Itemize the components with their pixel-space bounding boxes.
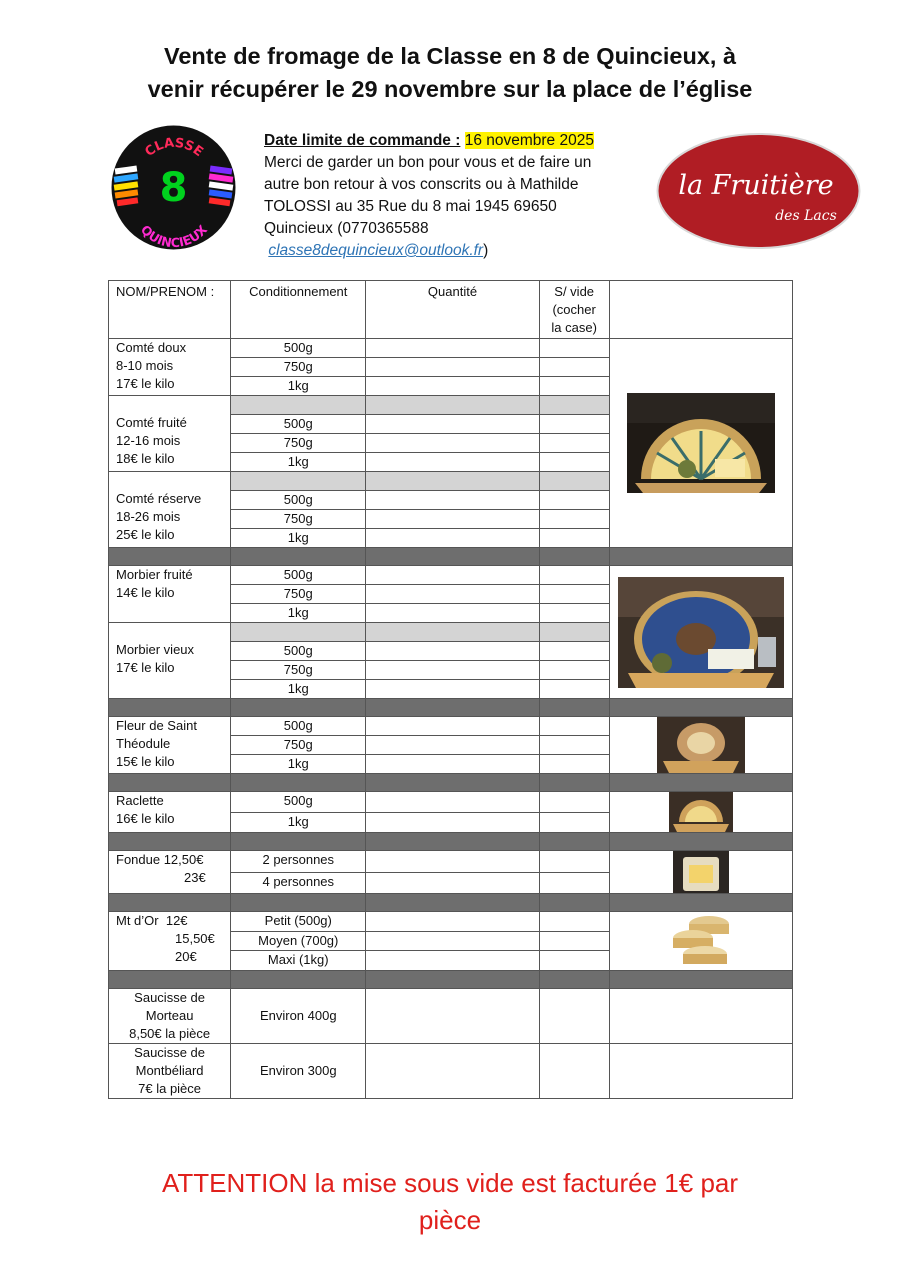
packaging-cell: 500g [231,642,366,661]
packaging-cell: 750g [231,358,366,377]
morteau-name-2: Morteau [145,1008,194,1023]
quantity-input[interactable] [366,358,539,377]
montbeliard-name-2: Montbéliard [135,1063,204,1078]
quantity-input[interactable] [366,812,539,833]
mtdor-image-cell [609,912,792,971]
quantity-input[interactable] [366,566,539,585]
vacuum-checkbox[interactable] [539,339,609,358]
montbeliard-name-1: Saucisse de [134,1045,205,1060]
morbier-cheese-image [618,577,784,688]
quantity-input[interactable] [366,377,539,396]
vacuum-checkbox[interactable] [539,415,609,434]
packaging-cell: 500g [231,717,366,736]
section-separator [109,774,793,792]
packaging-cell: Maxi (1kg) [231,951,366,971]
fruitiere-logo [656,132,861,250]
table-row [109,851,793,873]
packaging-cell: 750g [231,736,366,755]
header-name: NOM/PRENOM : [109,281,231,339]
quantity-input[interactable] [366,736,539,755]
comte-image-cell [609,339,792,548]
title-line-2: venir récupérer le 29 novembre sur la place de l’église [147,76,753,102]
vacuum-checkbox[interactable] [539,872,609,894]
packaging-cell: 500g [231,566,366,585]
morteau-name-1: Saucisse de [134,990,205,1005]
mtdor-price-moyen: 15,50€ [175,931,215,946]
packaging-cell: 1kg [231,604,366,623]
quantity-input[interactable] [366,339,539,358]
comte-fruite-age: 12-16 mois [116,433,181,448]
logo-bottom-text: QUINCIEUX [137,221,211,250]
packaging-cell: 2 personnes [231,851,366,873]
quantity-input[interactable] [366,453,539,472]
vacuum-checkbox[interactable] [539,661,609,680]
image-cell-empty [609,1044,792,1099]
packaging-cell: 750g [231,510,366,529]
vacuum-checkbox[interactable] [539,529,609,548]
packaging-cell: Environ 300g [231,1044,366,1099]
packaging-cell: 1kg [231,453,366,472]
quantity-input[interactable] [366,717,539,736]
packaging-cell: 1kg [231,377,366,396]
comte-doux-name: Comté doux [116,340,187,355]
fleur-name-2: Théodule [116,736,171,751]
grey-spacer [231,396,366,415]
vacuum-checkbox[interactable] [539,717,609,736]
logo-number: 8 [159,165,188,211]
vacuum-checkbox[interactable] [539,755,609,774]
table-row [109,566,793,585]
section-separator [109,833,793,851]
vacuum-checkbox[interactable] [539,680,609,699]
raclette-name: Raclette [116,793,164,808]
packaging-cell: 1kg [231,680,366,699]
packaging-cell: Moyen (700g) [231,931,366,951]
table-header-row [109,281,793,339]
comte-doux-age: 8-10 mois [116,358,174,373]
grey-spacer [231,472,366,491]
quantity-input[interactable] [366,872,539,894]
order-info [264,130,644,262]
section-separator [109,971,793,989]
fruitiere-line-1: la Fruitière [678,170,834,201]
raclette-price: 16€ le kilo [116,811,175,826]
comte-cheese-image [627,393,775,493]
quantity-input[interactable] [366,585,539,604]
image-cell-empty [609,989,792,1044]
vacuum-checkbox[interactable] [539,736,609,755]
grey-spacer [366,472,539,491]
comte-doux-price: 17€ le kilo [116,376,175,391]
morbier-fruite-name: Morbier fruité [116,567,193,582]
comte-reserve-label [109,472,231,548]
vacuum-checkbox[interactable] [539,510,609,529]
quantity-input[interactable] [366,989,539,1044]
header-vacuum-3: la case) [551,320,597,335]
section-separator [109,699,793,717]
mtdor-price-maxi: 20€ [175,949,197,964]
morbier-vieux-price: 17€ le kilo [116,660,175,675]
table-row [109,989,793,1044]
vacuum-checkbox[interactable] [539,792,609,813]
quantity-input[interactable] [366,851,539,873]
raclette-cheese-image [669,792,733,832]
vacuum-checkbox[interactable] [539,989,609,1044]
packaging-cell: 750g [231,434,366,453]
table-row [109,717,793,736]
section-separator [109,548,793,566]
header-packaging: Conditionnement [231,281,366,339]
info-line-3: TOLOSSI au 35 Rue du 8 mai 1945 69650 [264,198,557,215]
vacuum-checkbox[interactable] [539,951,609,971]
grey-spacer [366,623,539,642]
vacuum-checkbox[interactable] [539,851,609,873]
section-separator [109,894,793,912]
quantity-input[interactable] [366,415,539,434]
vacuum-checkbox[interactable] [539,434,609,453]
grey-spacer [366,396,539,415]
fleur-name-1: Fleur de Saint [116,718,197,733]
vacuum-checkbox[interactable] [539,377,609,396]
title-line-1: Vente de fromage de la Classe en 8 de Quincieux, à [163,43,737,69]
info-line-2: autre bon retour à vos conscrits ou à Mathilde [264,176,579,193]
quantity-input[interactable] [366,931,539,951]
morbier-vieux-label [109,623,231,699]
email-link[interactable]: classe8dequincieux@outlook.fr [268,242,484,259]
deadline-label: Date limite de commande : [264,132,461,149]
raclette-image-cell [609,792,792,833]
quantity-input[interactable] [366,1044,539,1099]
fondue-pack-image [673,851,729,893]
quantity-input[interactable] [366,510,539,529]
quantity-input[interactable] [366,755,539,774]
logo-top-text: CLASSE [142,135,206,160]
quantity-input[interactable] [366,680,539,699]
comte-fruite-price: 18€ le kilo [116,451,175,466]
comte-reserve-age: 18-26 mois [116,509,181,524]
order-table [108,280,793,1099]
quantity-input[interactable] [366,792,539,813]
table-row [109,912,793,932]
morbier-fruite-label [109,566,231,623]
morteau-label [109,989,231,1044]
fondue-image-cell [609,851,792,894]
quantity-input[interactable] [366,434,539,453]
morteau-price: 8,50€ la pièce [129,1026,211,1041]
mtdor-label [109,912,231,971]
packaging-cell: 4 personnes [231,872,366,894]
table-row [109,792,793,813]
montbeliard-label [109,1044,231,1099]
header-image [609,281,792,339]
raclette-label [109,792,231,833]
quantity-input[interactable] [366,529,539,548]
mtdor-cheese-image [671,912,731,970]
table-row [109,1044,793,1099]
packaging-cell: 500g [231,415,366,434]
quantity-input[interactable] [366,604,539,623]
packaging-cell: 750g [231,585,366,604]
packaging-cell: 500g [231,792,366,813]
vacuum-checkbox[interactable] [539,1044,609,1099]
page-title [40,40,860,106]
comte-doux-label [109,339,231,396]
attention-line-1: ATTENTION la mise sous vide est facturée 1€ par [161,1168,739,1198]
quantity-input[interactable] [366,491,539,510]
header-vacuum-2: (cocher [552,302,596,317]
packaging-cell: 1kg [231,529,366,548]
classe8-logo [110,125,237,250]
vacuum-checkbox[interactable] [539,642,609,661]
attention-notice [40,1165,860,1239]
fleur-label [109,717,231,774]
packaging-cell: 500g [231,491,366,510]
fleur-image-cell [609,717,792,774]
header-quantity: Quantité [366,281,539,339]
grey-spacer [539,623,609,642]
comte-fruite-label [109,396,231,472]
grey-spacer [539,396,609,415]
packaging-cell: 1kg [231,812,366,833]
fleur-price: 15€ le kilo [116,754,175,769]
vacuum-checkbox[interactable] [539,566,609,585]
quantity-input[interactable] [366,912,539,932]
comte-reserve-price: 25€ le kilo [116,527,175,542]
vacuum-checkbox[interactable] [539,912,609,932]
mtdor-price-petit: Mt d’Or 12€ [116,913,188,928]
vacuum-checkbox[interactable] [539,585,609,604]
packaging-cell: Environ 400g [231,989,366,1044]
attention-line-2: pièce [418,1205,482,1235]
montbeliard-price: 7€ la pièce [138,1081,202,1096]
vacuum-checkbox[interactable] [539,453,609,472]
quantity-input[interactable] [366,951,539,971]
packaging-cell: 1kg [231,755,366,774]
comte-reserve-name: Comté réserve [116,491,202,506]
fondue-price-2: Fondue 12,50€ [116,852,204,867]
header-vacuum [539,281,609,339]
packaging-cell: Petit (500g) [231,912,366,932]
quantity-input[interactable] [366,642,539,661]
vacuum-checkbox[interactable] [539,604,609,623]
fondue-label [109,851,231,894]
grey-spacer [231,623,366,642]
table-row [109,339,793,358]
packaging-cell: 750g [231,661,366,680]
vacuum-checkbox[interactable] [539,812,609,833]
fleur-cheese-image [657,717,745,773]
fondue-price-4: 23€ [184,870,206,885]
header-vacuum-1: S/ vide [554,284,595,299]
vacuum-checkbox[interactable] [539,358,609,377]
vacuum-checkbox[interactable] [539,491,609,510]
morbier-fruite-price: 14€ le kilo [116,585,175,600]
quantity-input[interactable] [366,661,539,680]
vacuum-checkbox[interactable] [539,931,609,951]
morbier-vieux-name: Morbier vieux [116,642,195,657]
deadline-date: 16 novembre 2025 [464,132,594,149]
comte-fruite-name: Comté fruité [116,415,187,430]
info-line-4: Quincieux (0770365588 [264,220,429,237]
info-line-1: Merci de garder un bon pour vous et de faire un [264,154,592,171]
packaging-cell: 500g [231,339,366,358]
info-close-paren: ) [483,242,489,259]
fruitiere-line-2: des Lacs [775,208,837,224]
morbier-image-cell [609,566,792,699]
grey-spacer [539,472,609,491]
